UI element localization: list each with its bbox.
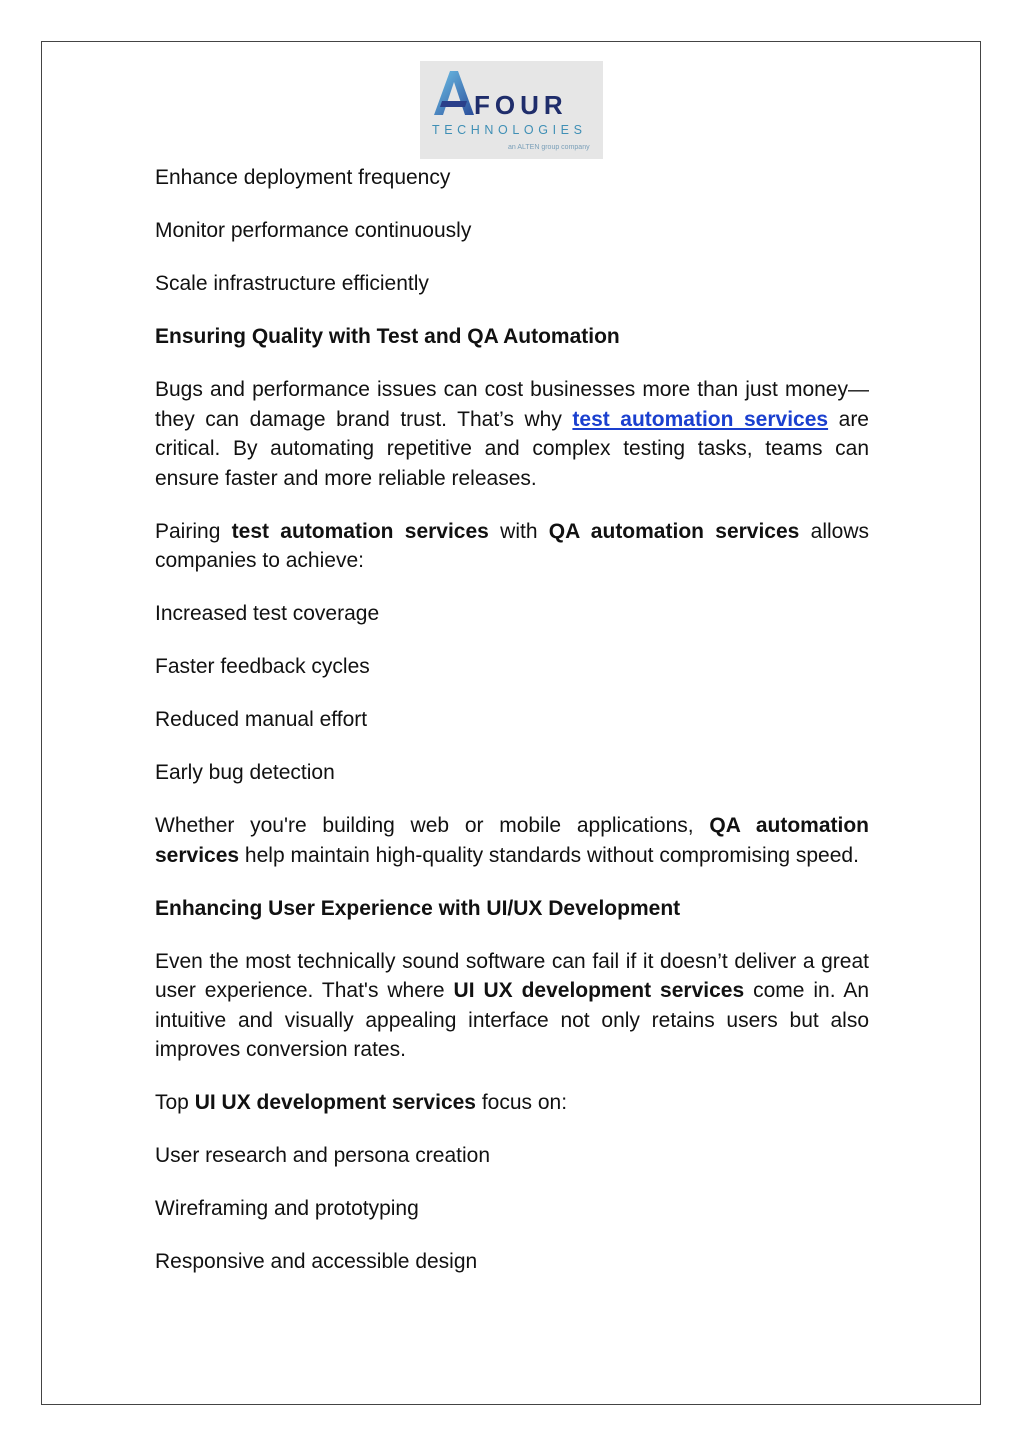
list-item: Faster feedback cycles [155,655,370,678]
text-run: Even the most technically sound software can fail if it doesn’t deliver a great user experience. That's where [155,949,869,1002]
paragraph-pairing [155,517,869,576]
bold-term: QA automation services [155,814,869,867]
text-run: with [488,519,549,543]
text-run: Pairing [155,519,232,543]
list-item: Responsive and accessible design [155,1250,478,1273]
section-heading-qa: Ensuring Quality with Test and QA Automation [155,325,620,348]
text-run: focus on: [476,1091,568,1114]
text-run: are critical. By automating repetitive and complex testing tasks, teams can ensure faster and more reliable releases. [155,407,869,490]
list-item: User research and persona creation [155,1144,491,1167]
list-item: Scale infrastructure efficiently [155,272,429,295]
logo-a-crossbar [440,101,467,107]
bold-term: QA automation services [548,519,800,543]
paragraph-qa-intro [155,375,869,493]
section-heading-uiux: Enhancing User Experience with UI/UX Development [155,896,681,920]
text-run: Bugs and performance issues can cost businesses more than just money—they can damage brand trust. That’s why [155,378,869,431]
bold-term: UI UX development services [453,979,745,1002]
logo-svg [420,61,603,159]
paragraph-uiux-focus [155,1088,869,1118]
text-run: come in. An intuitive and visually appealing interface not only retains users but also improves conversion rates. [155,979,870,1061]
paragraph-uiux-intro [155,947,869,1065]
logo-a-mark [434,71,474,115]
text-run: help maintain high-quality standards without compromising speed. [239,843,859,867]
list-item: Monitor performance continuously [155,219,472,242]
list-item: Reduced manual effort [155,708,368,731]
text-run: Whether you're building web or mobile applications, [155,814,710,837]
text-run: Top [155,1091,195,1114]
test-automation-services-link[interactable]: test automation services [572,407,829,431]
logo-tagline: an ALTEN group company [508,144,590,151]
list-item: Wireframing and prototyping [155,1197,419,1220]
bold-term: test automation services [231,519,489,543]
bold-term: UI UX development services [194,1091,476,1114]
afour-logo [420,61,603,159]
logo-word: FOUR [474,90,568,120]
document-body [155,163,869,1300]
text-run: allows companies to achieve: [155,519,870,572]
paragraph-qa-summary [155,811,869,870]
list-item: Increased test coverage [155,602,380,625]
logo-sub: TECHNOLOGIES [432,123,587,137]
list-item: Enhance deployment frequency [155,166,451,189]
list-item: Early bug detection [155,761,335,784]
